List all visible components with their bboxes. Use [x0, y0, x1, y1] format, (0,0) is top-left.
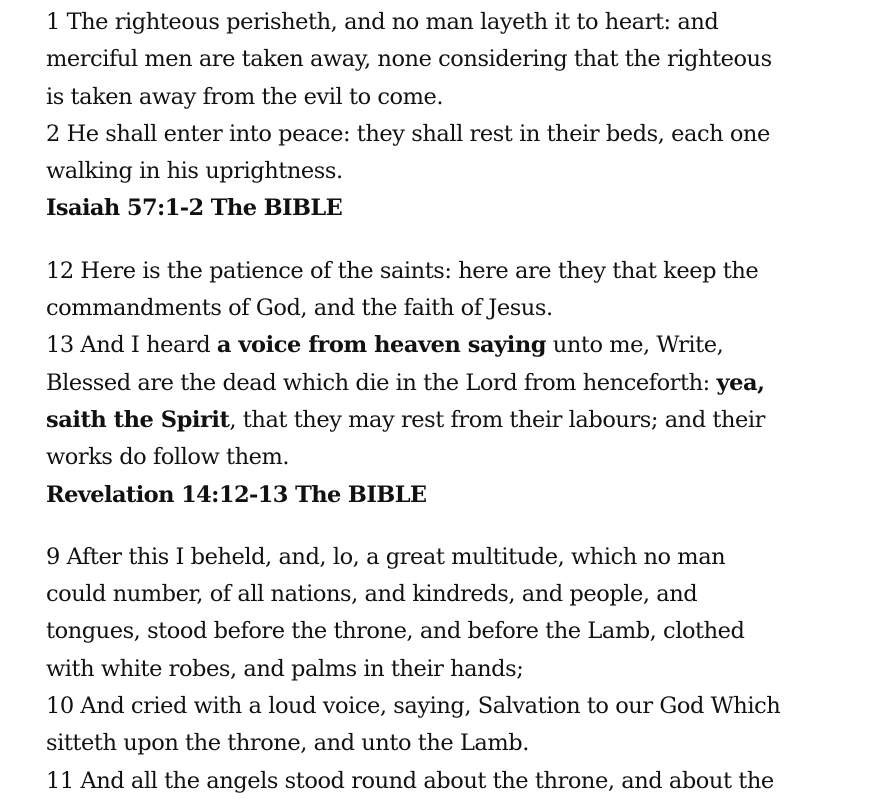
- verse-line: 10 And cried with a loud voice, saying, Salvation to our God Which: [46, 693, 781, 720]
- verse-line: tongues, stood before the throne, and before the Lamb, clothed: [46, 618, 745, 645]
- verse-line: could number, of all nations, and kindreds, and people, and: [46, 581, 698, 608]
- verse-line: merciful men are taken away, none considering that the righteous: [46, 46, 772, 73]
- verse-line: 11 And all the angels stood round about the throne, and about the: [46, 767, 774, 794]
- scripture-reference: Isaiah 57:1-2 The BIBLE: [46, 195, 343, 222]
- passage-isaiah: [46, 4, 866, 228]
- verse-line: works do follow them.: [46, 444, 290, 471]
- passage-revelation-7: [46, 539, 866, 800]
- passage-revelation-14: [46, 253, 866, 514]
- verse-line: is taken away from the evil to come.: [46, 83, 444, 110]
- verse-line: commandments of God, and the faith of Jesus.: [46, 295, 553, 322]
- document-page: [46, 4, 866, 800]
- spacer: [46, 228, 866, 253]
- emphasis-text: yea,: [716, 369, 765, 396]
- spacer: [46, 514, 866, 539]
- verse-line: 2 He shall enter into peace: they shall rest in their beds, each one: [46, 120, 770, 147]
- verse-line: 13 And I heard a voice from heaven saying unto me, Write,: [46, 332, 724, 359]
- verse-line: 12 Here is the patience of the saints: here are they that keep the: [46, 257, 759, 284]
- verse-line: walking in his uprightness.: [46, 158, 343, 185]
- emphasis-text: a voice from heaven saying: [216, 332, 547, 359]
- verse-line: with white robes, and palms in their hands;: [46, 655, 524, 682]
- emphasis-text: saith the Spirit: [46, 406, 230, 433]
- verse-line: 9 After this I beheld, and, lo, a great multitude, which no man: [46, 543, 726, 570]
- verse-line: sitteth upon the throne, and unto the Lamb.: [46, 730, 529, 757]
- verse-line: saith the Spirit, that they may rest from their labours; and their: [46, 406, 765, 433]
- verse-line: 1 The righteous perisheth, and no man layeth it to heart: and: [46, 9, 719, 35]
- scripture-reference: Revelation 14:12-13 The BIBLE: [46, 481, 427, 508]
- verse-line: Blessed are the dead which die in the Lord from henceforth: yea,: [46, 369, 765, 396]
